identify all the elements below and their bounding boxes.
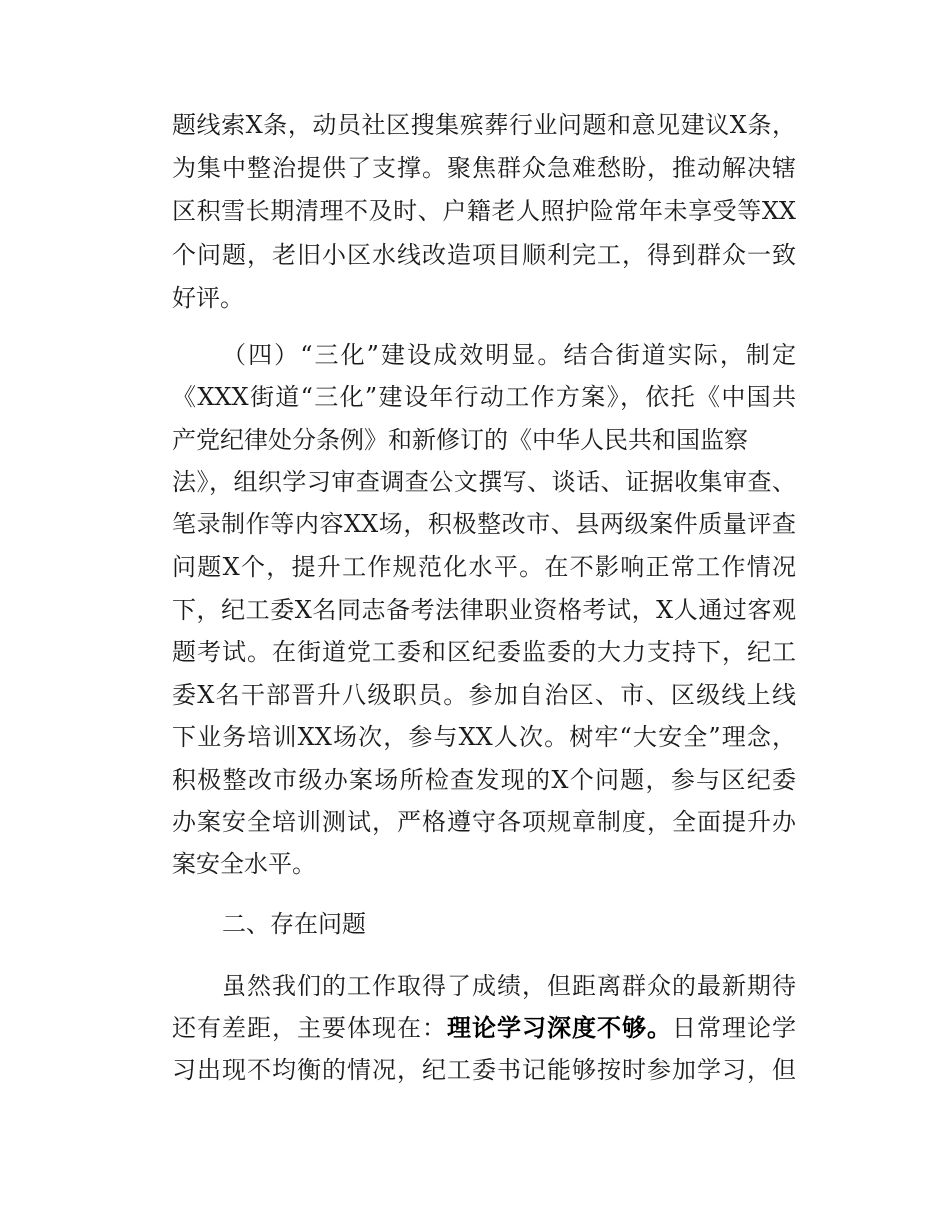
text-line	[172, 1013, 796, 1043]
text-line: 题考试。在街道党工委和区纪委监委的大力支持下，纪工	[172, 638, 796, 666]
text-line: 案安全水平。	[172, 850, 316, 878]
text-line: 题线索X条，动员社区搜集殡葬行业问题和意见建议X条，	[172, 111, 796, 139]
text-line: 产党纪律处分条例》和新修订的《中华人民共和国监察	[172, 426, 748, 454]
text-line: 下业务培训XX场次，参与XX人次。树牢“大安全”理念，	[172, 723, 796, 751]
text-line: 《XXX街道“三化”建设年行动工作方案》，依托《中国共	[172, 383, 796, 411]
text-line: 下，纪工委X名同志备考法律职业资格考试，X人通过客观	[172, 596, 796, 624]
text-line: 法》，组织学习审查调查公文撰写、谈话、证据收集审查、	[172, 468, 796, 496]
text-line: 笔录制作等内容XX场，积极整改市、县两级案件质量评查	[172, 510, 796, 538]
bold-emphasis: 理论学习深度不够。	[447, 1014, 672, 1042]
text-line: 个问题，老旧小区水线改造项目顺利完工，得到群众一致	[172, 241, 796, 269]
text-line: 委X名干部晋升八级职员。参加自治区、市、区级线上线	[172, 681, 796, 709]
text-segment: 还有差距，主要体现在：	[172, 1014, 447, 1042]
text-line: 为集中整治提供了支撑。聚焦群众急难愁盼，推动解决辖	[172, 154, 796, 182]
text-line: 问题X个，提升工作规范化水平。在不影响正常工作情况	[172, 553, 796, 581]
text-line: 区积雪长期清理不及时、户籍老人照护险常年未享受等XX	[172, 197, 796, 225]
text-line: 办案安全培训测试，严格遵守各项规章制度，全面提升办	[172, 808, 796, 836]
text-line: 习出现不均衡的情况，纪工委书记能够按时参加学习，但	[172, 1056, 796, 1084]
text-line: 好评。	[172, 284, 244, 312]
text-line: 虽然我们的工作取得了成绩，但距离群众的最新期待	[222, 972, 796, 1000]
text-line: 积极整改市级办案场所检查发现的X个问题，参与区纪委	[172, 766, 796, 794]
section-heading: 二、存在问题	[222, 910, 366, 938]
text-line: （四）“三化”建设成效明显。结合街道实际，制定	[222, 341, 796, 369]
text-segment: 日常理论学	[672, 1014, 796, 1042]
